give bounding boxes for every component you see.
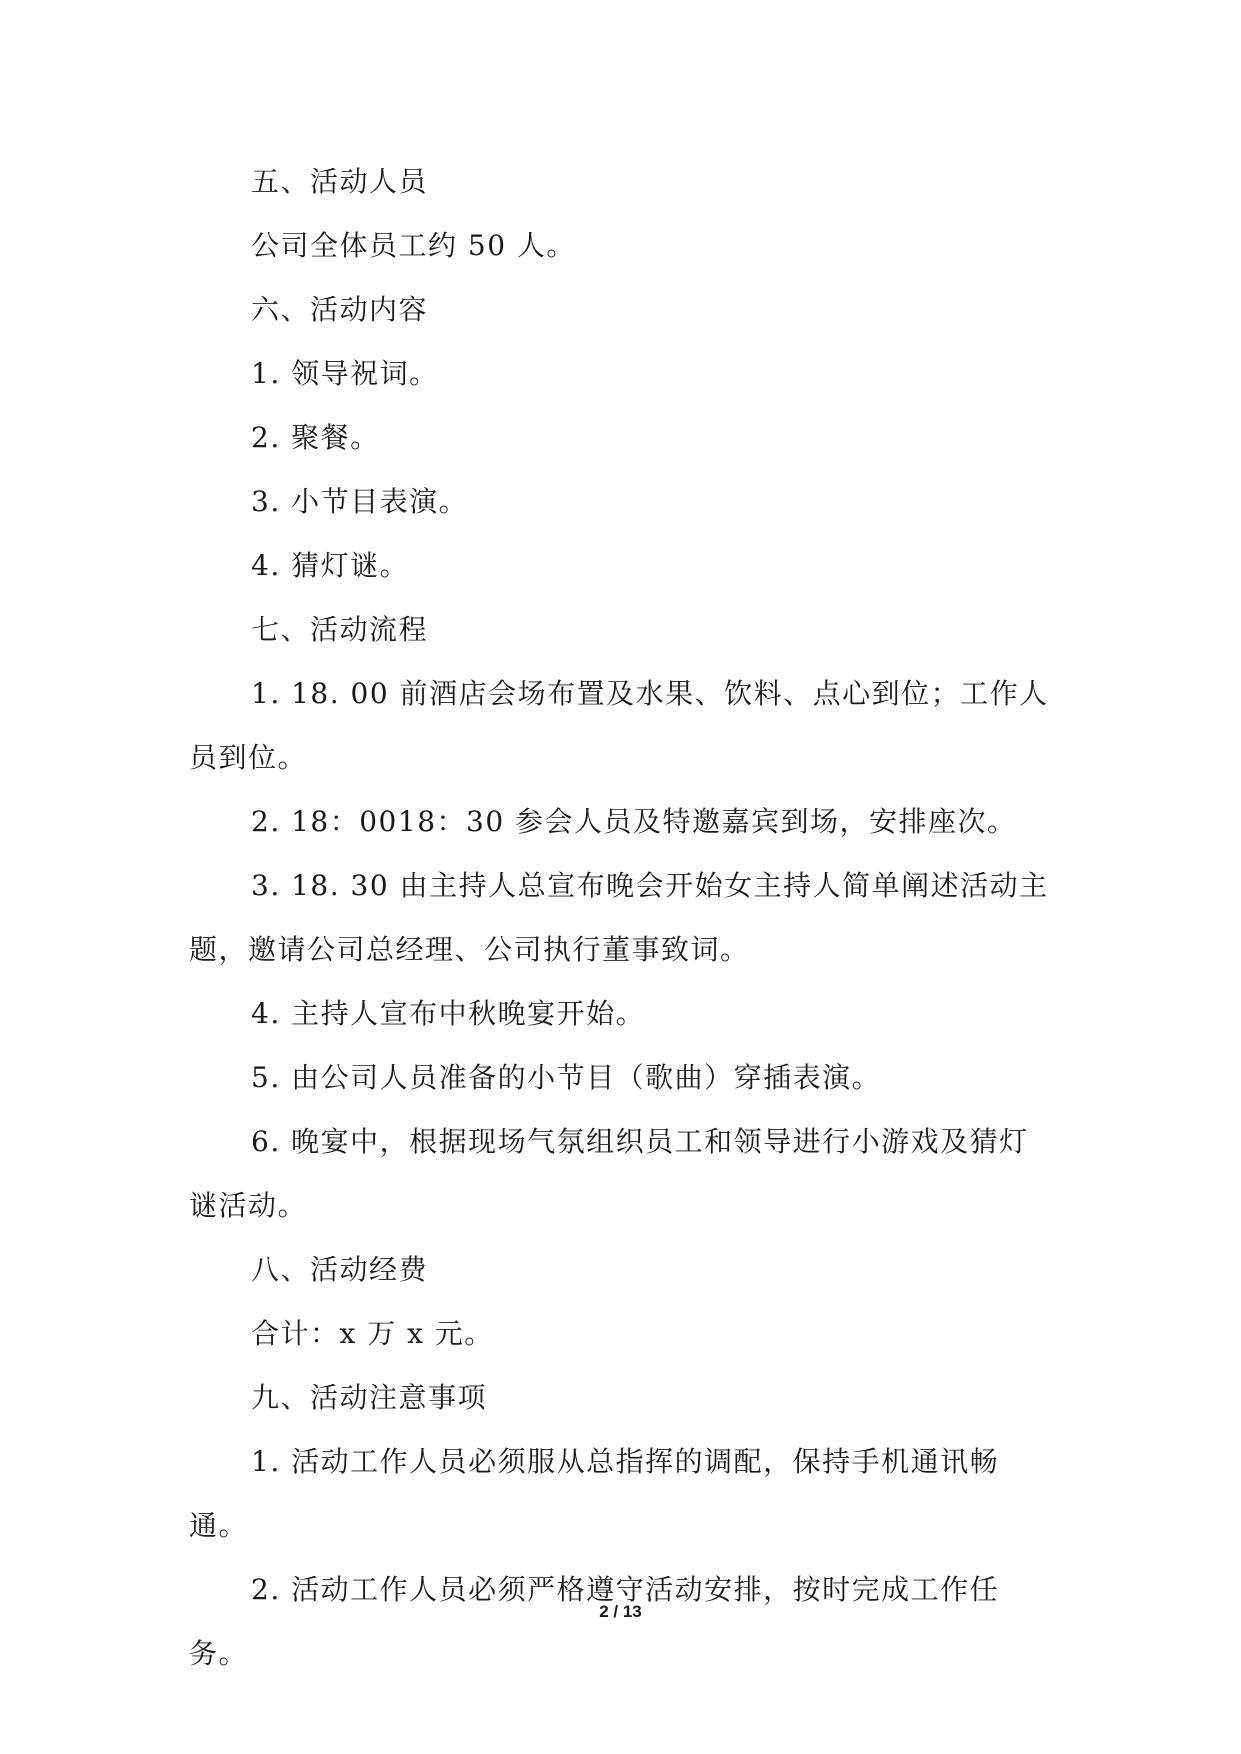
section-heading-content: 六、活动内容 xyxy=(251,293,429,326)
list-item: 2. 18：0018：30 参会人员及特邀嘉宾到场，安排座次。 xyxy=(251,805,1017,838)
list-item: 4. 主持人宣布中秋晚宴开始。 xyxy=(251,997,646,1030)
list-item: 2. 活动工作人员必须严格遵守活动安排，按时完成工作任务。 xyxy=(189,1573,1000,1670)
document-body xyxy=(189,150,1049,1686)
section-heading-budget: 八、活动经费 xyxy=(251,1253,429,1286)
list-item: 1. 领导祝词。 xyxy=(251,357,439,390)
page-number: 2 / 13 xyxy=(599,1602,642,1621)
paragraph: 合计：x 万 x 元。 xyxy=(251,1317,494,1350)
section-heading-personnel: 五、活动人员 xyxy=(251,165,429,198)
list-item: 6. 晚宴中，根据现场气氛组织员工和领导进行小游戏及猜灯谜活动。 xyxy=(189,1125,1029,1222)
list-item: 4. 猜灯谜。 xyxy=(251,549,410,582)
section-heading-notes: 九、活动注意事项 xyxy=(251,1381,488,1414)
list-item: 2. 聚餐。 xyxy=(251,421,380,454)
list-item: 5. 由公司人员准备的小节目（歌曲）穿插表演。 xyxy=(251,1061,882,1094)
list-item: 3. 小节目表演。 xyxy=(251,485,469,518)
list-item: 1. 活动工作人员必须服从总指挥的调配，保持手机通讯畅通。 xyxy=(189,1445,1000,1542)
list-item: 1. 18. 00 前酒店会场布置及水果、饮料、点心到位；工作人员到位。 xyxy=(189,677,1049,774)
list-item: 3. 18. 30 由主持人总宣布晚会开始女主持人简单阐述活动主题，邀请公司总经理、公司执行董事致词。 xyxy=(189,869,1049,966)
paragraph: 公司全体员工约 50 人。 xyxy=(251,229,576,262)
section-heading-process: 七、活动流程 xyxy=(251,613,429,646)
